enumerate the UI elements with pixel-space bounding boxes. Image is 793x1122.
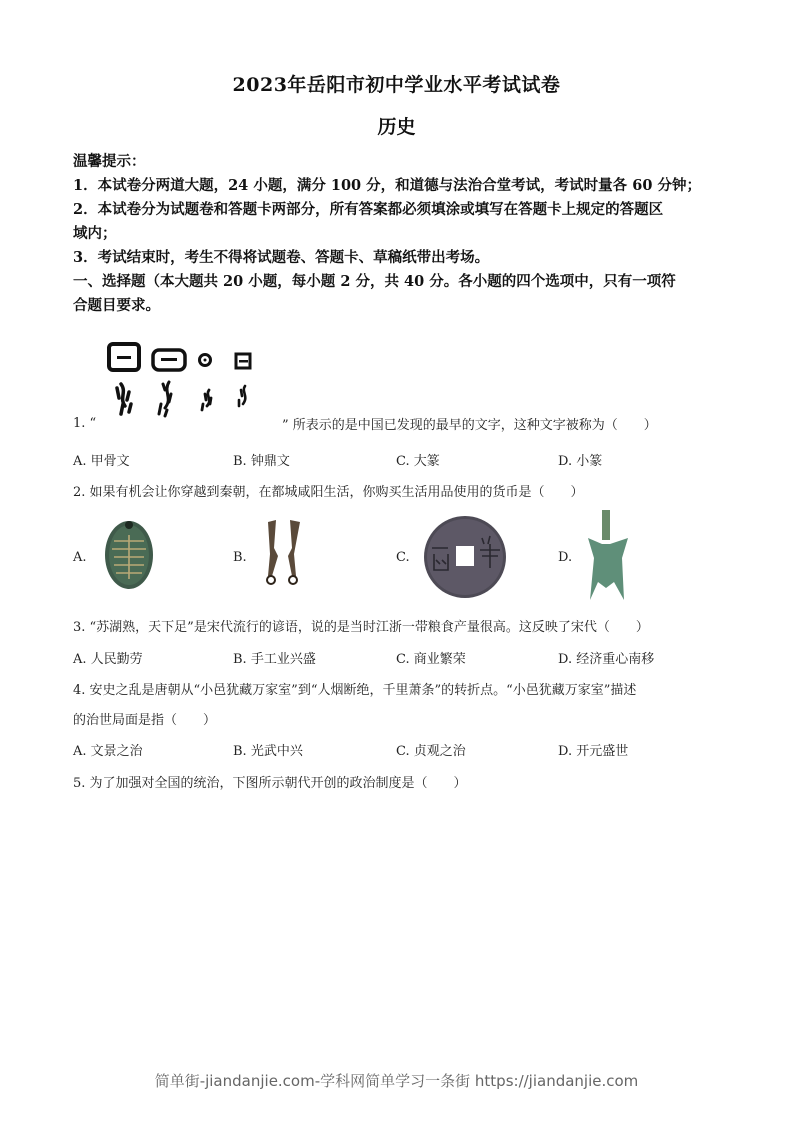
q4-option-c[interactable]: C. 贞观之治 bbox=[396, 744, 466, 759]
question-3-text: 3. “苏湖熟，天下足”是宋代流行的谚语，说的是当时江浙一带粮食产量很高。这反映了宋代（ ） bbox=[73, 620, 649, 635]
knife-coin-image bbox=[262, 518, 306, 588]
question-1-prefix: 1. “ bbox=[73, 416, 97, 431]
notice-line-3: 3．考试结束时，考生不得将试题卷、答题卡、草稿纸带出考场。 bbox=[73, 249, 490, 266]
q1-option-a[interactable]: A. 甲骨文 bbox=[73, 454, 130, 469]
oracle-bone-characters-image bbox=[105, 340, 265, 420]
q3-option-c[interactable]: C. 商业繁荣 bbox=[396, 652, 466, 667]
q1-option-b[interactable]: B. 钟鼎文 bbox=[233, 454, 290, 469]
section-heading-line-2: 合题目要求。 bbox=[73, 297, 160, 314]
banliang-round-coin-image bbox=[422, 514, 508, 600]
q2-option-d-label[interactable]: D. bbox=[558, 550, 573, 565]
q1-option-d[interactable]: D. 小篆 bbox=[558, 454, 603, 469]
question-4-text-line-2: 的治世局面是指（ ） bbox=[73, 713, 217, 728]
notice-line-2b: 域内； bbox=[73, 225, 117, 242]
q3-option-a[interactable]: A. 人民勤劳 bbox=[73, 652, 143, 667]
ant-nose-coin-image bbox=[102, 515, 156, 591]
q1-option-c[interactable]: C. 大篆 bbox=[396, 454, 440, 469]
q4-option-b[interactable]: B. 光武中兴 bbox=[233, 744, 303, 759]
footer-watermark: 简单街-jiandanjie.com-学科网简单学习一条街 https://jiandanjie.com bbox=[154, 1072, 639, 1090]
notice-heading: 温馨提示： bbox=[73, 153, 146, 170]
question-2-text: 2. 如果有机会让你穿越到秦朝，在都城咸阳生活，你购买生活用品使用的货币是（ ） bbox=[73, 485, 584, 500]
question-5-text: 5. 为了加强对全国的统治，下图所示朝代开创的政治制度是（ ） bbox=[73, 776, 467, 791]
question-1-text: ” 所表示的是中国已发现的最早的文字，这种文字被称为（ ） bbox=[282, 418, 657, 433]
exam-title: 2023年岳阳市初中学业水平考试试卷 bbox=[232, 74, 561, 96]
q2-option-b-label[interactable]: B. bbox=[233, 550, 247, 565]
spade-coin-image bbox=[584, 508, 632, 606]
q2-option-a-label[interactable]: A. bbox=[73, 550, 87, 565]
subject-title: 历史 bbox=[377, 116, 416, 138]
q4-option-d[interactable]: D. 开元盛世 bbox=[558, 744, 629, 759]
notice-line-2: 2．本试卷分为试题卷和答题卡两部分，所有答案都必须填涂或填写在答题卡上规定的答题区 bbox=[73, 201, 664, 218]
q2-option-c-label[interactable]: C. bbox=[396, 550, 410, 565]
question-4-text-line-1: 4. 安史之乱是唐朝从“小邑犹藏万家室”到“人烟断绝，千里萧条”的转折点。“小邑犹藏万家室”描述 bbox=[73, 683, 637, 698]
notice-line-1: 1．本试卷分两道大题，24 小题，满分 100 分，和道德与法治合堂考试，考试时量各 60 分钟； bbox=[73, 177, 701, 194]
section-heading-line-1: 一、选择题（本大题共 20 小题，每小题 2 分，共 40 分。各小题的四个选项中，只有一项符 bbox=[73, 273, 676, 290]
q3-option-d[interactable]: D. 经济重心南移 bbox=[558, 652, 655, 667]
q3-option-b[interactable]: B. 手工业兴盛 bbox=[233, 652, 316, 667]
q4-option-a[interactable]: A. 文景之治 bbox=[73, 744, 143, 759]
